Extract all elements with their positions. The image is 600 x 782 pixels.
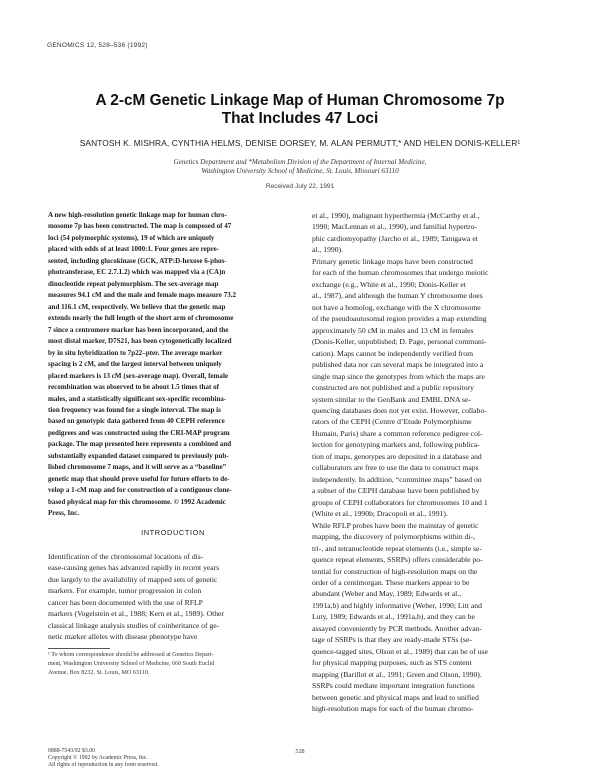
body-line: markers. For example, tumor progression in colon: [48, 586, 202, 596]
copyright-line: All rights of reproduction in any form reserved.: [48, 762, 159, 769]
abstract-line: pedigrees and was constructed using the CRI-MAP program: [48, 428, 230, 437]
abstract-line: lished chromosome 7 maps, and it will serve as a “baseline”: [48, 463, 227, 472]
body-line: mapping, the discovery of polymorphisms within di-,: [312, 532, 475, 542]
article-title-line-1: A 2-cM Genetic Linkage Map of Human Chromosome 7p: [95, 92, 505, 109]
copyright-block: [48, 748, 298, 770]
abstract: [48, 210, 298, 520]
footnote-line: ment, Washington University School of Medicine, 660 South Euclid: [48, 660, 215, 667]
body-line: a subset of the CEPH database have been published by: [312, 486, 480, 496]
abstract-line: placed markers is 13 cM (sex-average map). Overall, female: [48, 371, 229, 380]
body-line: (White et al., 1990b; Dracopoli et al., 1991).: [312, 509, 448, 519]
abstract-line: Press, Inc.: [48, 509, 79, 518]
abstract-line: based on genotypic data gathered from 40 CEPH reference: [48, 417, 225, 426]
received-date: Received July 22, 1991: [265, 183, 335, 190]
body-line: rators of the CEPH (Centre d’Etude Polymorphisme: [312, 417, 472, 427]
body-line: Humain, Paris) share a common reference pedigree col-: [312, 428, 483, 438]
abstract-line: by in situ hybridization to 7p22–pter. The average marker: [48, 348, 223, 357]
abstract-line: genetic map that should prove useful for future efforts to de-: [48, 474, 230, 483]
abstract-line: photransferase, EC 2.7.1.2) which was mapped via a (CA)n: [48, 268, 226, 277]
body-line: system similar to the GenBank and EMBL DNA se-: [312, 394, 471, 404]
introduction-heading: INTRODUCTION: [141, 528, 205, 537]
abstract-line: mosome 7p has been constructed. The map is composed of 47: [48, 222, 232, 231]
body-line: classical linkage analysis studies of coinheritance of ge-: [48, 620, 220, 630]
body-line: 1990; MacLennan et al., 1990), and familial hypertro-: [312, 222, 478, 232]
abstract-line: A new high-resolution genetic linkage map for human chro-: [48, 211, 227, 219]
body-line: published data nor can several maps be integrated into a: [312, 360, 484, 370]
body-line: quence repeat elements, SSRPs) offers considerable po-: [312, 555, 483, 565]
body-line: tri-, and tetranucleotide repeat elements (i.e., simple se-: [312, 543, 482, 553]
author-list: SANTOSH K. MISHRA, CYNTHIA HELMS, DENISE DORSEY, M. ALAN PERMUTT,* AND HELEN DONIS-KELLER¹: [79, 138, 521, 148]
body-line: tage of SSRPs is that they are ready-made STSs (se-: [312, 635, 472, 645]
body-line: collaborators are free to use the data to construct maps: [312, 463, 479, 473]
footnote: [48, 651, 298, 677]
body-line: Primary genetic linkage maps have been constructed: [312, 256, 473, 266]
body-line: quence-tagged sites, Olson et al., 1989) that can be of use: [312, 646, 488, 656]
body-line: approximately 50 cM in males and 13 cM in females: [312, 325, 474, 335]
abstract-line: based physical map for this chromosome. © 1992 Academic: [48, 497, 226, 506]
body-line: (Donis-Keller, unpublished; D. Page, personal communi-: [312, 337, 487, 347]
abstract-line: 7 since a centromere marker has been incorporated, and the: [48, 325, 229, 334]
footnote-rule: [48, 648, 110, 649]
footnote-line: Avenue, Box 8232, St. Louis, MO 63110.: [48, 669, 150, 676]
abstract-line: package. The map presented here represents a combined and: [48, 440, 232, 449]
body-line: order of a centimorgan. These markers appear to be: [312, 578, 470, 587]
abstract-line: velop a 1-cM map and for construction of a contiguous clone-: [48, 486, 232, 495]
copyright-line: 0888-7543/92 $3.00: [48, 748, 96, 754]
body-line: for each of the human chromosomes that undergo meiotic: [312, 268, 489, 278]
body-line: single map since the genotypes from which the maps are: [312, 371, 485, 381]
body-line: for physical mapping purposes, such as STS content: [312, 658, 472, 668]
abstract-line: males, and a statistically significant sex-specific recombina-: [48, 394, 227, 403]
page-number: 528: [295, 748, 305, 755]
body-line: netic marker alleles with disease phenotype have: [48, 632, 198, 642]
running-head: GENOMICS 12, 528–536 (1992): [47, 42, 148, 49]
body-line: independently. In addition, “committee maps” based on: [312, 474, 482, 484]
body-line: groups of CEPH collaborators for chromosomes 10 and 1: [312, 497, 488, 507]
right-column-text: [312, 210, 560, 715]
body-line: While RFLP probes have been the mainstay of genetic: [312, 520, 479, 530]
body-line: constructed are not published and a public repository: [312, 383, 474, 393]
body-line: tion of maps, genotypes are deposited in a database and: [312, 451, 482, 461]
body-line: lection for genotyping markers and, following publica-: [312, 440, 480, 450]
abstract-line: extends nearly the full length of the short arm of chromosome: [48, 314, 234, 323]
body-line: cation). Maps cannot be independently verified from: [312, 348, 474, 358]
affiliation-line-2: Washington University School of Medicine, St. Louis, Missouri 63110: [201, 167, 399, 175]
body-line: Luty, 1989; Edwards et al., 1991a,b), and they can be: [312, 612, 475, 622]
abstract-line: measures 94.1 cM and the male and female maps measure 73.2: [48, 291, 237, 300]
abstract-line: and 116.1 cM, respectively. We believe that the genetic map: [48, 302, 226, 311]
body-line: markers (Vogelstein et al., 1988; Kern et al., 1989). Other: [48, 609, 224, 619]
body-line: al., 1987), and although the human Y chromosome does: [312, 291, 483, 301]
body-line: ease-causing genes has advanced rapidly in recent years: [48, 563, 220, 573]
body-line: al., 1990).: [312, 245, 343, 255]
abstract-line: tion frequency was found for a single interval. The map is: [48, 405, 221, 414]
body-line: not have a homolog, exchange with the X chromosome: [312, 302, 481, 312]
abstract-line: substantially expanded dataset compared to previously pub-: [48, 451, 229, 460]
abstract-line: loci (54 polymorphic systems), 19 of which are uniquely: [48, 233, 215, 242]
body-line: exchange (e.g., White et al., 1990; Donis-Keller et: [312, 279, 466, 289]
body-line: abundant (Weber and May, 1989; Edwards et al.,: [312, 589, 462, 599]
body-line: due largely to the availability of mapped sets of genetic: [48, 574, 218, 584]
article-title-line-2: That Includes 47 Loci: [221, 110, 379, 127]
body-line: 1991a,b) and highly informative (Weber, 1990; Litt and: [312, 600, 482, 610]
body-line: mapping (Barillot et al., 1991; Green and Olson, 1990).: [312, 669, 482, 679]
body-line: cancer has been documented with the use of RFLP: [48, 597, 203, 607]
body-line: phic cardiomyopathy (Jarcho et al., 1989; Tanigawa et: [312, 233, 478, 243]
body-line: Identification of the chromosomal locations of dis-: [48, 552, 204, 561]
body-line: quencing databases does not yet exist. However, collabo-: [312, 405, 487, 415]
abstract-line: dinucleotide repeat polymorphism. The sex-average map: [48, 279, 219, 288]
body-line: SSRPs could mediate important integration functions: [312, 681, 475, 691]
body-line: high-resolution maps for each of the human chromo-: [312, 704, 474, 714]
abstract-line: recombination was observed to be about 1.5 times that of: [48, 383, 219, 392]
abstract-line: sented, including glucokinase (GCK, ATP:D-hexose 6-phos-: [48, 256, 227, 265]
body-line: assayed conveniently by PCR methods. Another advan-: [312, 623, 482, 633]
introduction-text: [48, 551, 298, 643]
abstract-line: most distal marker, D7S21, has been cytogenetically localized: [48, 337, 232, 346]
body-line: between genetic and physical maps and lead to unified: [312, 692, 479, 702]
body-line: tential for construction of high-resolution maps on the: [312, 566, 478, 576]
body-line: et al., 1990), malignant hyperthermia (McCarthy et al.,: [312, 211, 480, 220]
copyright-line: Copyright © 1992 by Academic Press, Inc.: [48, 755, 148, 762]
footnote-line: ¹ To whom correspondence should be addressed at Genetics Depart-: [48, 652, 214, 658]
abstract-line: placed with odds of at least 1000:1. Four genes are repre-: [48, 245, 220, 254]
body-line: of the pseudoautosomal region provides a map extending: [312, 314, 487, 324]
abstract-line: spacing is 2 cM, and the largest interval between uniquely: [48, 360, 222, 369]
affiliation-line-1: Genetics Department and *Metabolism Division of the Department of Internal Medicine,: [173, 158, 427, 166]
